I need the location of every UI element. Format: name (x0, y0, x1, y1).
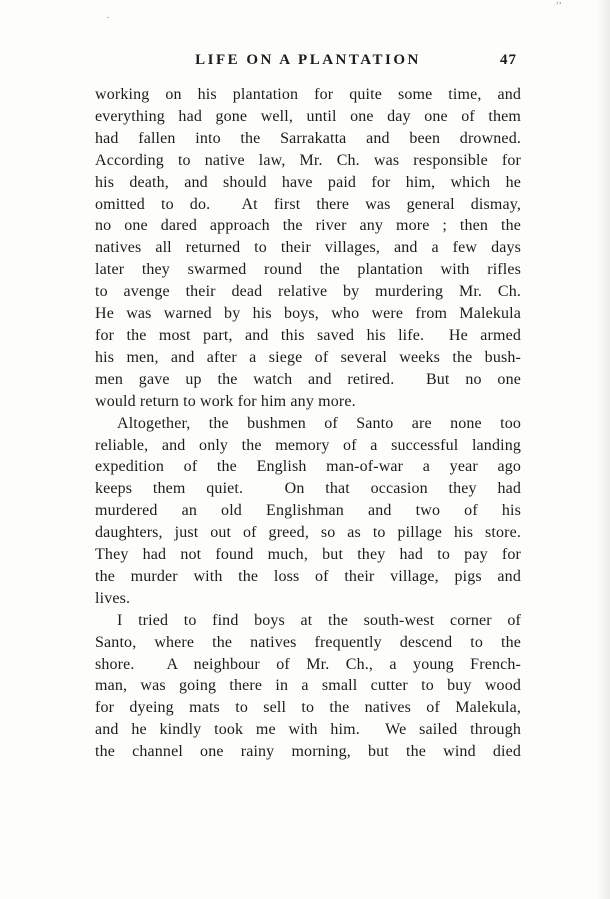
text-line: the channel one rainy morning, but the wind died (95, 743, 521, 761)
scan-speck-left: · (106, 12, 110, 24)
text-line: I tried to find boys at the south-west corner of (117, 611, 521, 629)
text-line: Altogether, the bushmen of Santo are none too (117, 414, 521, 432)
text-line: for the most part, and this saved his life. He armed (95, 326, 521, 344)
text-line: He was warned by his boys, who were from Malekula (95, 305, 521, 323)
text-line: his death, and should have paid for him, which he (95, 173, 521, 191)
text-line: man, was going there in a small cutter to buy wood (95, 677, 521, 695)
text-line: no one dared approach the river any more ; then the (95, 217, 521, 235)
paragraph (95, 84, 521, 413)
paragraph (95, 413, 521, 610)
text-line: keeps them quiet. On that occasion they had (95, 480, 521, 498)
text-line: for dyeing mats to sell to the natives of Malekula, (95, 699, 521, 717)
text-line: had fallen into the Sarrakatta and been drowned. (95, 129, 521, 147)
text-line: everything had gone well, until one day one of them (95, 107, 521, 125)
text-line: They had not found much, but they had to pay for (95, 546, 521, 564)
text-line: daughters, just out of greed, so as to pillage his store. (95, 524, 521, 542)
scan-speck-right: ’’ (555, 0, 562, 12)
text-line: murdered an old Englishman and two of his (95, 502, 521, 520)
text-line: expedition of the English man-of-war a year ago (95, 458, 521, 476)
running-header-title: LIFE ON A PLANTATION (195, 52, 421, 68)
text-line: the murder with the loss of their village, pigs and (95, 567, 521, 585)
text-line: would return to work for him any more. (95, 392, 356, 410)
text-line: shore. A neighbour of Mr. Ch., a young French- (95, 655, 521, 673)
text-line: According to native law, Mr. Ch. was responsible for (95, 151, 521, 169)
text-line: to avenge their dead relative by murdering Mr. Ch. (95, 283, 521, 301)
text-line: working on his plantation for quite some time, and (95, 86, 521, 103)
page-body (95, 84, 521, 763)
text-line: reliable, and only the memory of a successful landing (95, 436, 521, 454)
text-line: and he kindly took me with him. We sailed through (95, 721, 521, 739)
text-line: later they swarmed round the plantation with rifles (95, 261, 521, 279)
page-number: 47 (500, 52, 517, 68)
text-line: his men, and after a siege of several weeks the bush- (95, 348, 521, 366)
page-edge-shadow (596, 0, 610, 899)
text-line: omitted to do. At first there was general dismay, (95, 195, 521, 213)
text-line: Santo, where the natives frequently descend to the (95, 633, 521, 651)
text-line: natives all returned to their villages, and a few days (95, 239, 521, 257)
text-line: lives. (95, 589, 131, 607)
paragraph (95, 610, 521, 763)
text-line: men gave up the watch and retired. But no one (95, 370, 521, 388)
running-header (95, 52, 521, 72)
